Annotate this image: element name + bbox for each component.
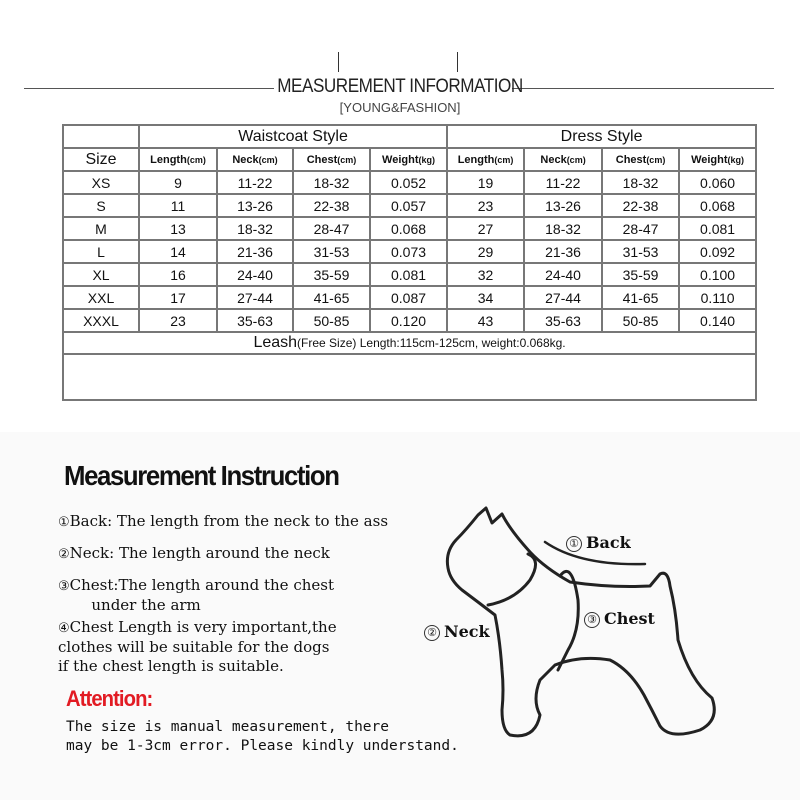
table-cell: 35-63 — [217, 309, 293, 332]
table-cell: 29 — [447, 240, 524, 263]
circled-number-1: ① — [566, 536, 582, 552]
table-cell: 0.087 — [370, 286, 447, 309]
size-cell: XL — [63, 263, 139, 286]
column-header — [217, 148, 293, 171]
instruction-text-note: Chest Length is very important,the clothes will be suitable for the dogs if the chest length is suitable. — [58, 618, 337, 675]
table-cell: 16 — [139, 263, 217, 286]
table-cell: 23 — [447, 194, 524, 217]
column-header-name: Neck — [540, 153, 567, 166]
table-row — [63, 217, 756, 240]
attention-title: Attention: — [66, 686, 153, 711]
table-cell: 13 — [139, 217, 217, 240]
table-cell: 21-36 — [217, 240, 293, 263]
instruction-text-neck: Neck: The length around the neck — [69, 544, 330, 562]
table-cell: 31-53 — [293, 240, 370, 263]
column-header-unit: (cm) — [186, 154, 206, 165]
table-cell: 0.073 — [370, 240, 447, 263]
table-cell: 22-38 — [293, 194, 370, 217]
table-cell: 0.081 — [679, 217, 756, 240]
leash-info — [63, 332, 756, 354]
table-cell: 27-44 — [524, 286, 602, 309]
instruction-item-chest — [58, 576, 334, 615]
group-dress: Dress Style — [447, 125, 756, 148]
table-cell: 35-59 — [293, 263, 370, 286]
chest-strap — [558, 571, 578, 670]
attention-text: The size is manual measurement, there may be 1-3cm error. Please kindly understand. — [66, 719, 459, 754]
circled-number-2: ② — [58, 547, 70, 562]
size-cell: XXL — [63, 286, 139, 309]
column-header — [139, 148, 217, 171]
table-cell: 28-47 — [293, 217, 370, 240]
diagram-label-chest — [584, 609, 655, 628]
leash-text: (Free Size) Length:115cm-125cm, weight:0.068kg. — [297, 336, 566, 350]
column-header — [447, 148, 524, 171]
circled-number-1: ① — [58, 515, 70, 530]
table-cell: 11-22 — [524, 171, 602, 194]
table-cell: 41-65 — [293, 286, 370, 309]
table-cell: 19 — [447, 171, 524, 194]
table-row — [63, 263, 756, 286]
column-header-unit: (cm) — [566, 154, 586, 165]
table-row — [63, 171, 756, 194]
group-waistcoat: Waistcoat Style — [139, 125, 447, 148]
table-row — [63, 240, 756, 263]
table-cell: 0.110 — [679, 286, 756, 309]
table-row — [63, 194, 756, 217]
table-cell: 21-36 — [524, 240, 602, 263]
table-cell: 0.068 — [679, 194, 756, 217]
table-cell: 22-38 — [602, 194, 679, 217]
column-header-name: Length — [457, 153, 495, 166]
table-cell: 34 — [447, 286, 524, 309]
table-cell: 13-26 — [524, 194, 602, 217]
table-cell: 27 — [447, 217, 524, 240]
table-cell: 18-32 — [524, 217, 602, 240]
column-header-name: Length — [150, 153, 187, 166]
size-chart-table — [62, 124, 757, 401]
table-cell: 0.140 — [679, 309, 756, 332]
table-cell: 0.092 — [679, 240, 756, 263]
page-subtitle: [YOUNG&FASHION] — [339, 100, 461, 115]
column-header-unit: (kg) — [727, 154, 745, 165]
table-cell: 32 — [447, 263, 524, 286]
table-cell: 35-63 — [524, 309, 602, 332]
column-header-unit: (kg) — [418, 154, 435, 165]
size-cell: XS — [63, 171, 139, 194]
column-header-name: Chest — [615, 153, 647, 166]
instruction-item-back — [58, 512, 388, 532]
circled-number-3: ③ — [58, 579, 70, 594]
table-cell: 14 — [139, 240, 217, 263]
instruction-text-chest: Chest:The length around the chest under the arm — [69, 576, 334, 614]
table-cell: 0.052 — [370, 171, 447, 194]
column-header-unit: (cm) — [494, 154, 514, 165]
table-cell: 28-47 — [602, 217, 679, 240]
column-header — [602, 148, 679, 171]
table-cell: 35-59 — [602, 263, 679, 286]
size-cell: L — [63, 240, 139, 263]
table-cell: 27-44 — [217, 286, 293, 309]
table-cell: 0.057 — [370, 194, 447, 217]
column-header-unit: (cm) — [646, 154, 666, 165]
instruction-item-neck — [58, 544, 330, 564]
column-header-name: Weight — [691, 153, 728, 166]
table-cell: 50-85 — [602, 309, 679, 332]
table-cell: 0.068 — [370, 217, 447, 240]
table-cell: 18-32 — [293, 171, 370, 194]
group-header-row — [63, 125, 756, 148]
table-cell: 18-32 — [602, 171, 679, 194]
table-cell: 18-32 — [217, 217, 293, 240]
circled-number-3: ③ — [584, 612, 600, 628]
diagram-label-back — [566, 533, 631, 552]
table-cell: 0.081 — [370, 263, 447, 286]
table-cell: 23 — [139, 309, 217, 332]
leash-label: Leash — [253, 334, 298, 351]
size-cell: M — [63, 217, 139, 240]
size-cell: XXXL — [63, 309, 139, 332]
size-cell: S — [63, 194, 139, 217]
decorative-tick-left — [338, 52, 339, 72]
empty-cell — [63, 354, 756, 400]
table-cell: 0.120 — [370, 309, 447, 332]
circled-number-2: ② — [424, 625, 440, 641]
table-cell: 24-40 — [217, 263, 293, 286]
column-header — [679, 148, 756, 171]
table-cell: 43 — [447, 309, 524, 332]
leash-row — [63, 332, 756, 354]
page-title: MEASUREMENT INFORMATION — [277, 76, 523, 97]
instruction-text-back: Back: The length from the neck to the ass — [69, 512, 389, 530]
column-header-row — [63, 148, 756, 171]
diagram-label-back-text: Back — [586, 533, 631, 552]
corner-cell — [63, 125, 139, 148]
column-header-unit: (cm) — [258, 154, 278, 165]
column-header-name: Weight — [382, 153, 419, 166]
diagram-label-chest-text: Chest — [604, 609, 655, 628]
diagram-label-neck — [424, 622, 490, 641]
table-cell: 50-85 — [293, 309, 370, 332]
circled-number-4: ④ — [58, 621, 70, 636]
table-cell: 24-40 — [524, 263, 602, 286]
table-cell: 11 — [139, 194, 217, 217]
instruction-item-note — [58, 618, 337, 676]
size-header: Size — [63, 148, 139, 171]
column-header-name: Chest — [306, 153, 338, 166]
table-cell: 17 — [139, 286, 217, 309]
table-row — [63, 286, 756, 309]
table-cell: 11-22 — [217, 171, 293, 194]
table-cell: 13-26 — [217, 194, 293, 217]
column-header — [524, 148, 602, 171]
column-header-unit: (cm) — [337, 154, 357, 165]
decorative-tick-right — [457, 52, 458, 72]
table-row — [63, 309, 756, 332]
column-header — [293, 148, 370, 171]
diagram-label-neck-text: Neck — [444, 622, 490, 641]
table-cell: 41-65 — [602, 286, 679, 309]
neck-strap — [488, 554, 536, 605]
column-header-name: Neck — [232, 153, 259, 166]
instruction-title: Measurement Instruction — [64, 460, 339, 491]
column-header — [370, 148, 447, 171]
table-cell: 31-53 — [602, 240, 679, 263]
table-cell: 9 — [139, 171, 217, 194]
table-cell: 0.060 — [679, 171, 756, 194]
table-cell: 0.100 — [679, 263, 756, 286]
empty-row — [63, 354, 756, 400]
